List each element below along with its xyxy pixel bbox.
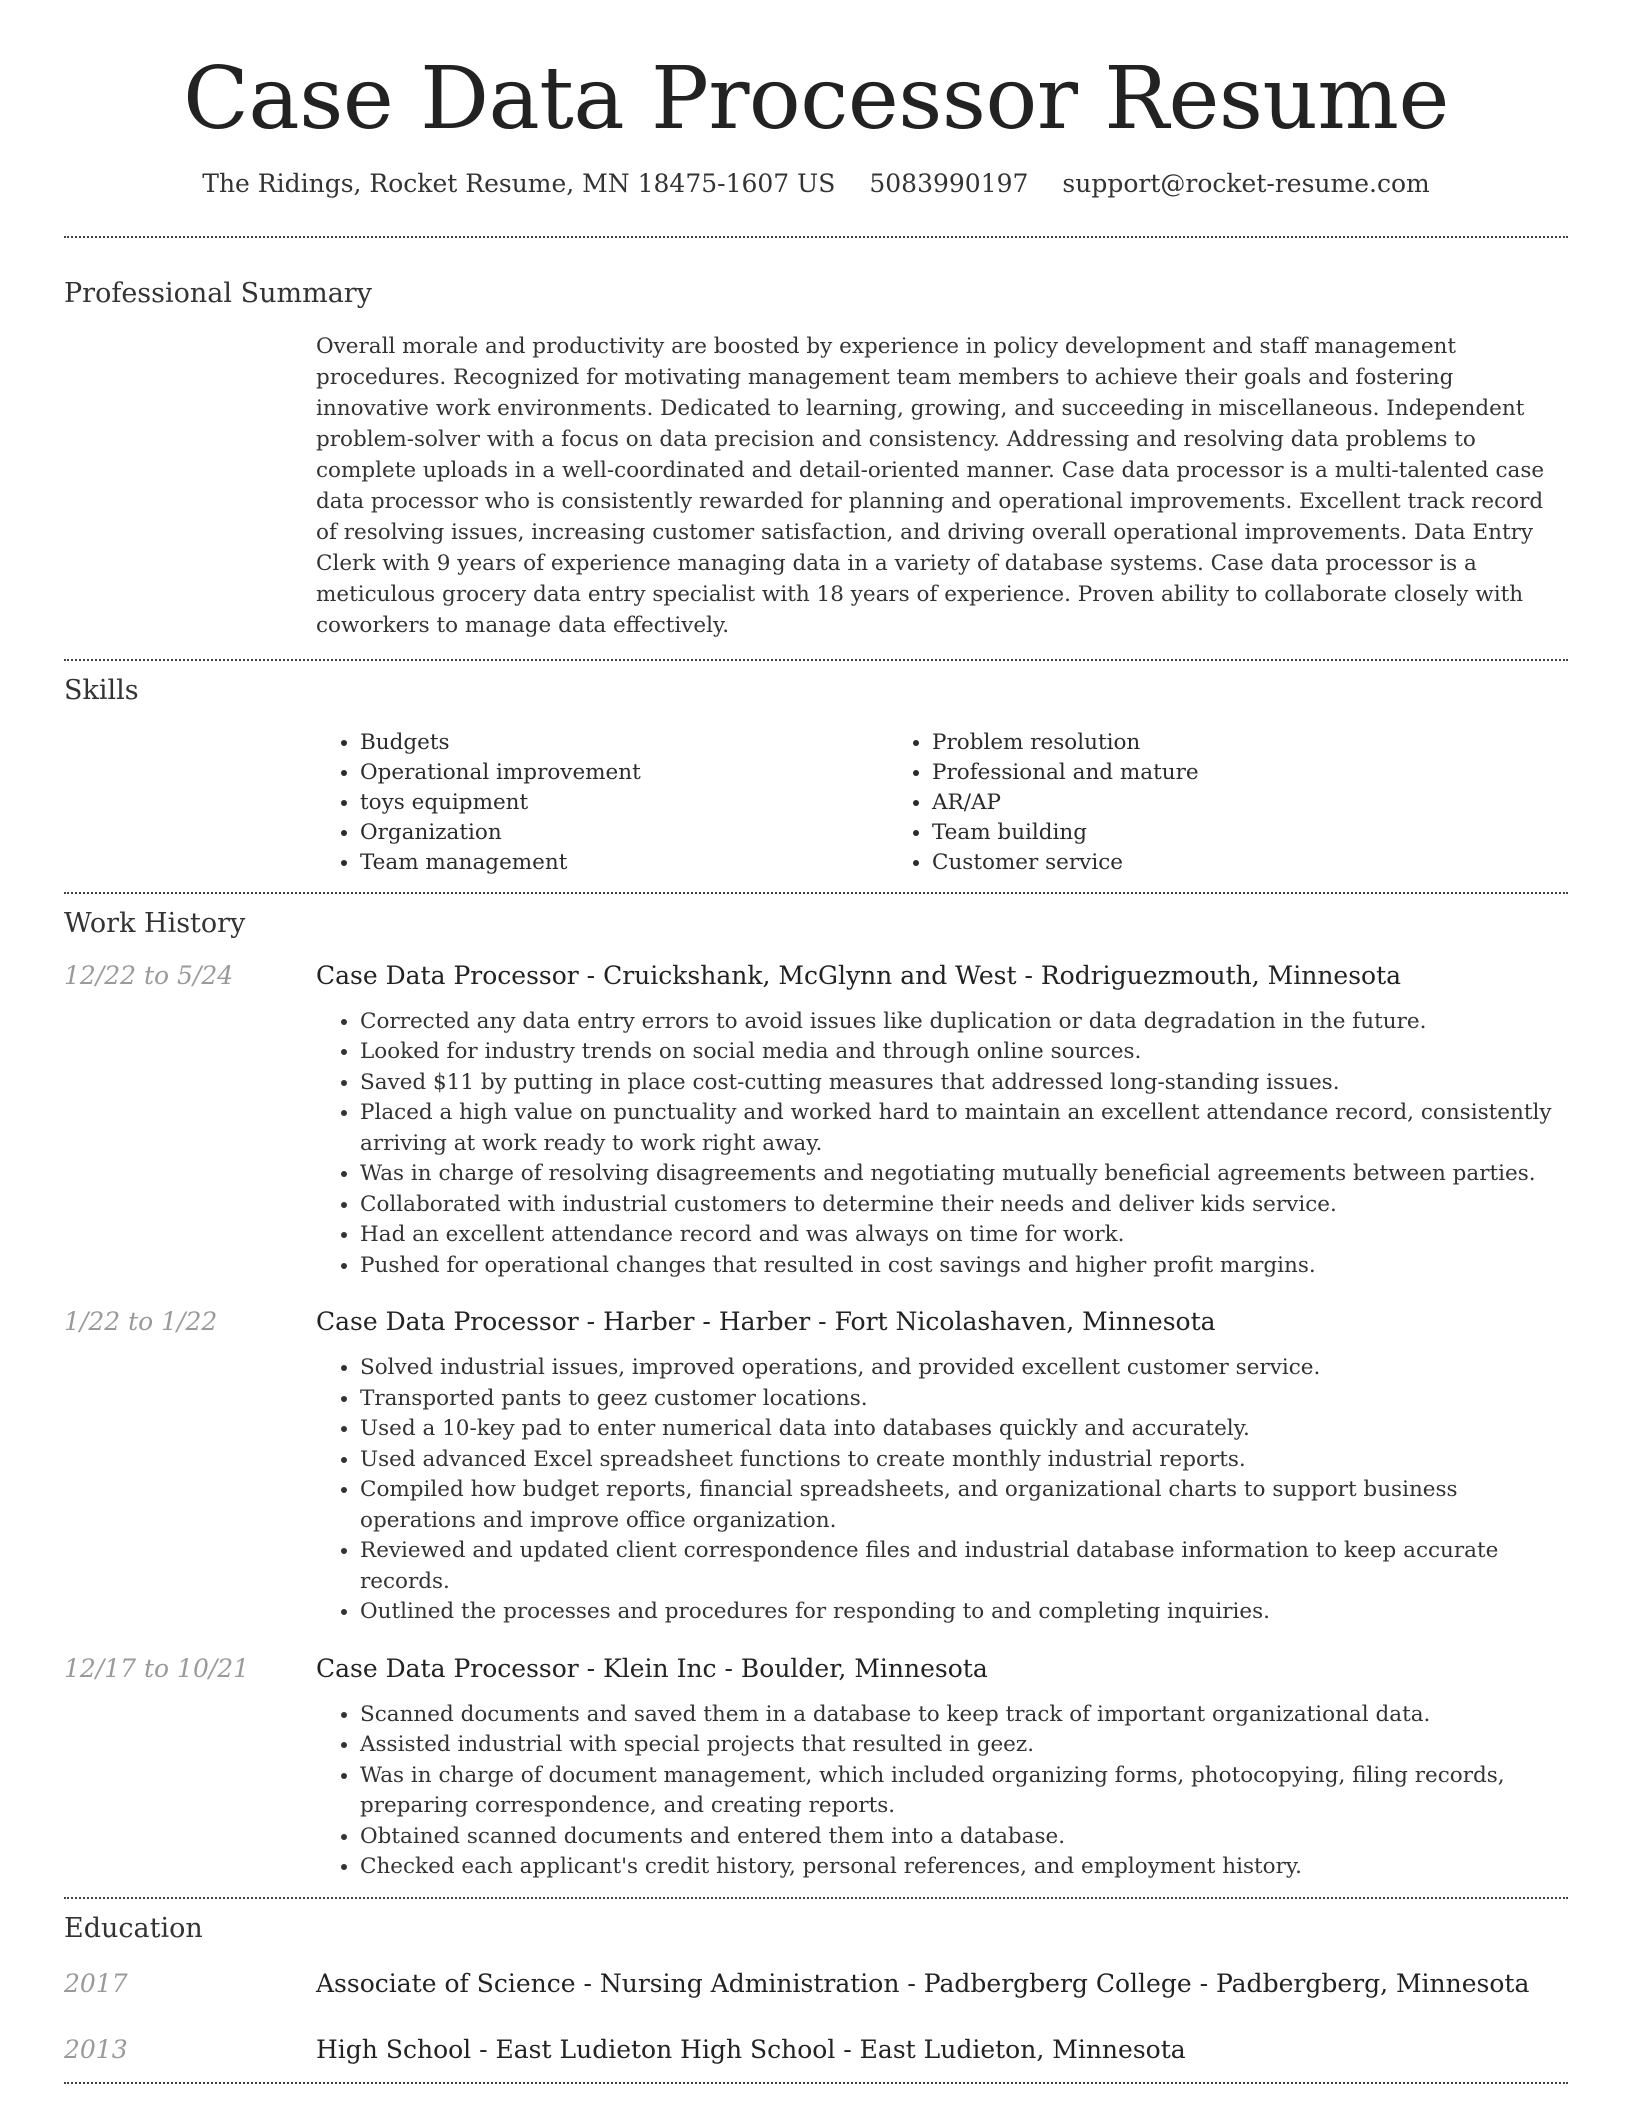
education-date: 2017	[64, 1968, 128, 1998]
education-entry	[64, 2032, 1568, 2068]
education-degree: High School	[316, 2034, 472, 2064]
job-bullet: • Corrected any data entry errors to avoid issues like duplication or data degradation in the future.	[360, 1007, 1568, 1038]
skill-item: • Organization	[360, 818, 888, 848]
education-title	[316, 1966, 1529, 2002]
job-entry	[64, 959, 1568, 1282]
education-school: - East Ludieton High School - East Ludieton, Minnesota	[471, 2034, 1186, 2064]
skill-item: • Operational improvement	[360, 758, 888, 788]
skill-item: • Customer service	[932, 848, 1460, 878]
education-section	[64, 1899, 1568, 2082]
work-history-heading: Work History	[64, 907, 246, 939]
job-body	[316, 959, 1568, 1282]
job-bullet: • Solved industrial issues, improved operations, and provided excellent customer service.	[360, 1353, 1568, 1384]
job-bullet: • Collaborated with industrial customers to determine their needs and deliver kids service.	[360, 1190, 1568, 1221]
skill-item: • Team building	[932, 818, 1460, 848]
job-bullets	[316, 1700, 1568, 1883]
contact-line	[64, 169, 1568, 198]
job-bullet: • Placed a high value on punctuality and worked hard to maintain an excellent attendance record, consistently arriving at work ready to work right away.	[360, 1098, 1568, 1159]
work-history-section	[64, 894, 1568, 1897]
education-entry	[64, 1966, 1568, 2002]
skill-item: • Budgets	[360, 728, 888, 758]
skills-heading: Skills	[64, 674, 139, 706]
resume-title: Case Data Processor Resume	[183, 49, 1449, 149]
education-title	[316, 2032, 1186, 2068]
skills-column-right	[888, 728, 1460, 878]
contact-phone: 5083990197	[869, 168, 1029, 198]
contact-address: The Ridings, Rocket Resume, MN 18475-1607 US	[202, 168, 836, 198]
job-body	[316, 1305, 1568, 1628]
job-bullet: • Had an excellent attendance record and was always on time for work.	[360, 1220, 1568, 1251]
job-bullet: • Compiled how budget reports, financial spreadsheets, and organizational charts to support business operations and improve office organization.	[360, 1475, 1568, 1536]
job-bullet: • Obtained scanned documents and entered them into a database.	[360, 1822, 1568, 1853]
skills-column-left	[316, 728, 888, 878]
job-title: Case Data Processor - Cruickshank, McGlynn and West - Rodriguezmouth, Minnesota	[316, 960, 1402, 990]
job-bullet: • Outlined the processes and procedures for responding to and completing inquiries.	[360, 1597, 1568, 1628]
skill-item: • AR/AP	[932, 788, 1460, 818]
job-date: 1/22 to 1/22	[64, 1307, 218, 1337]
job-entry	[64, 1305, 1568, 1628]
section-divider	[64, 236, 1568, 238]
job-title: Case Data Processor - Klein Inc - Boulder, Minnesota	[316, 1653, 988, 1683]
job-bullet: • Looked for industry trends on social media and through online sources.	[360, 1037, 1568, 1068]
job-bullet: • Scanned documents and saved them in a database to keep track of important organizational data.	[360, 1700, 1568, 1731]
job-bullet: • Checked each applicant's credit history, personal references, and employment history.	[360, 1852, 1568, 1883]
education-school: - Padbergberg College - Padbergberg, Minnesota	[899, 1968, 1530, 1998]
summary-text: Overall morale and productivity are boosted by experience in policy development and staff management procedures. Recognized for motivating management team members to achieve their goals and fostering innovative work environments. Dedicated to learning, growing, and succeeding in miscellaneous. Independent problem-solver with a focus on data precision and consistency. Addressing and resolving data problems to complete uploads in a well-coordinated and detail-oriented manner. Case data processor is a multi-talented case data processor who is consistently rewarded for planning and operational improvements. Excellent track record of resolving issues, increasing customer satisfaction, and driving overall operational improvements. Data Entry Clerk with 9 years of experience managing data in a variety of database systems. Case data processor is a meticulous grocery data entry specialist with 18 years of experience. Proven ability to collaborate closely with coworkers to manage data effectively.	[316, 333, 1545, 638]
education-date: 2013	[64, 2034, 128, 2064]
resume-header	[64, 0, 1568, 198]
job-bullet: • Transported pants to geez customer locations.	[360, 1384, 1568, 1415]
job-bullet: • Was in charge of resolving disagreements and negotiating mutually beneficial agreements between parties.	[360, 1159, 1568, 1190]
skill-item: • Problem resolution	[932, 728, 1460, 758]
job-bullet: • Was in charge of document management, which included organizing forms, photocopying, filing records, preparing correspondence, and creating reports.	[360, 1761, 1568, 1822]
job-bullet: • Reviewed and updated client correspondence files and industrial database information to keep accurate records.	[360, 1536, 1568, 1597]
job-bullets	[316, 1353, 1568, 1628]
skill-item: • Team management	[360, 848, 888, 878]
summary-heading: Professional Summary	[64, 277, 372, 309]
job-bullet: • Saved $11 by putting in place cost-cutting measures that addressed long-standing issues.	[360, 1068, 1568, 1099]
education-degree: Associate of Science - Nursing Administration	[316, 1968, 900, 1998]
section-divider	[64, 2082, 1568, 2084]
skills-list	[316, 728, 1568, 892]
job-date: 12/22 to 5/24	[64, 960, 234, 990]
job-entry	[64, 1652, 1568, 1883]
contact-email: support@rocket-resume.com	[1062, 168, 1430, 198]
job-bullet: • Assisted industrial with special projects that resulted in geez.	[360, 1730, 1568, 1761]
skill-item: • Professional and mature	[932, 758, 1460, 788]
job-body	[316, 1652, 1568, 1883]
job-title: Case Data Processor - Harber - Harber - Fort Nicolashaven, Minnesota	[316, 1307, 1216, 1337]
job-bullet: • Used a 10-key pad to enter numerical data into databases quickly and accurately.	[360, 1414, 1568, 1445]
job-date: 12/17 to 10/21	[64, 1653, 250, 1683]
skill-item: • toys equipment	[360, 788, 888, 818]
job-bullets	[316, 1007, 1568, 1282]
job-bullet: • Used advanced Excel spreadsheet functions to create monthly industrial reports.	[360, 1445, 1568, 1476]
job-bullet: • Pushed for operational changes that resulted in cost savings and higher profit margins.	[360, 1251, 1568, 1282]
skills-section	[64, 661, 1568, 892]
summary-section	[64, 278, 1568, 659]
education-heading: Education	[64, 1912, 203, 1944]
